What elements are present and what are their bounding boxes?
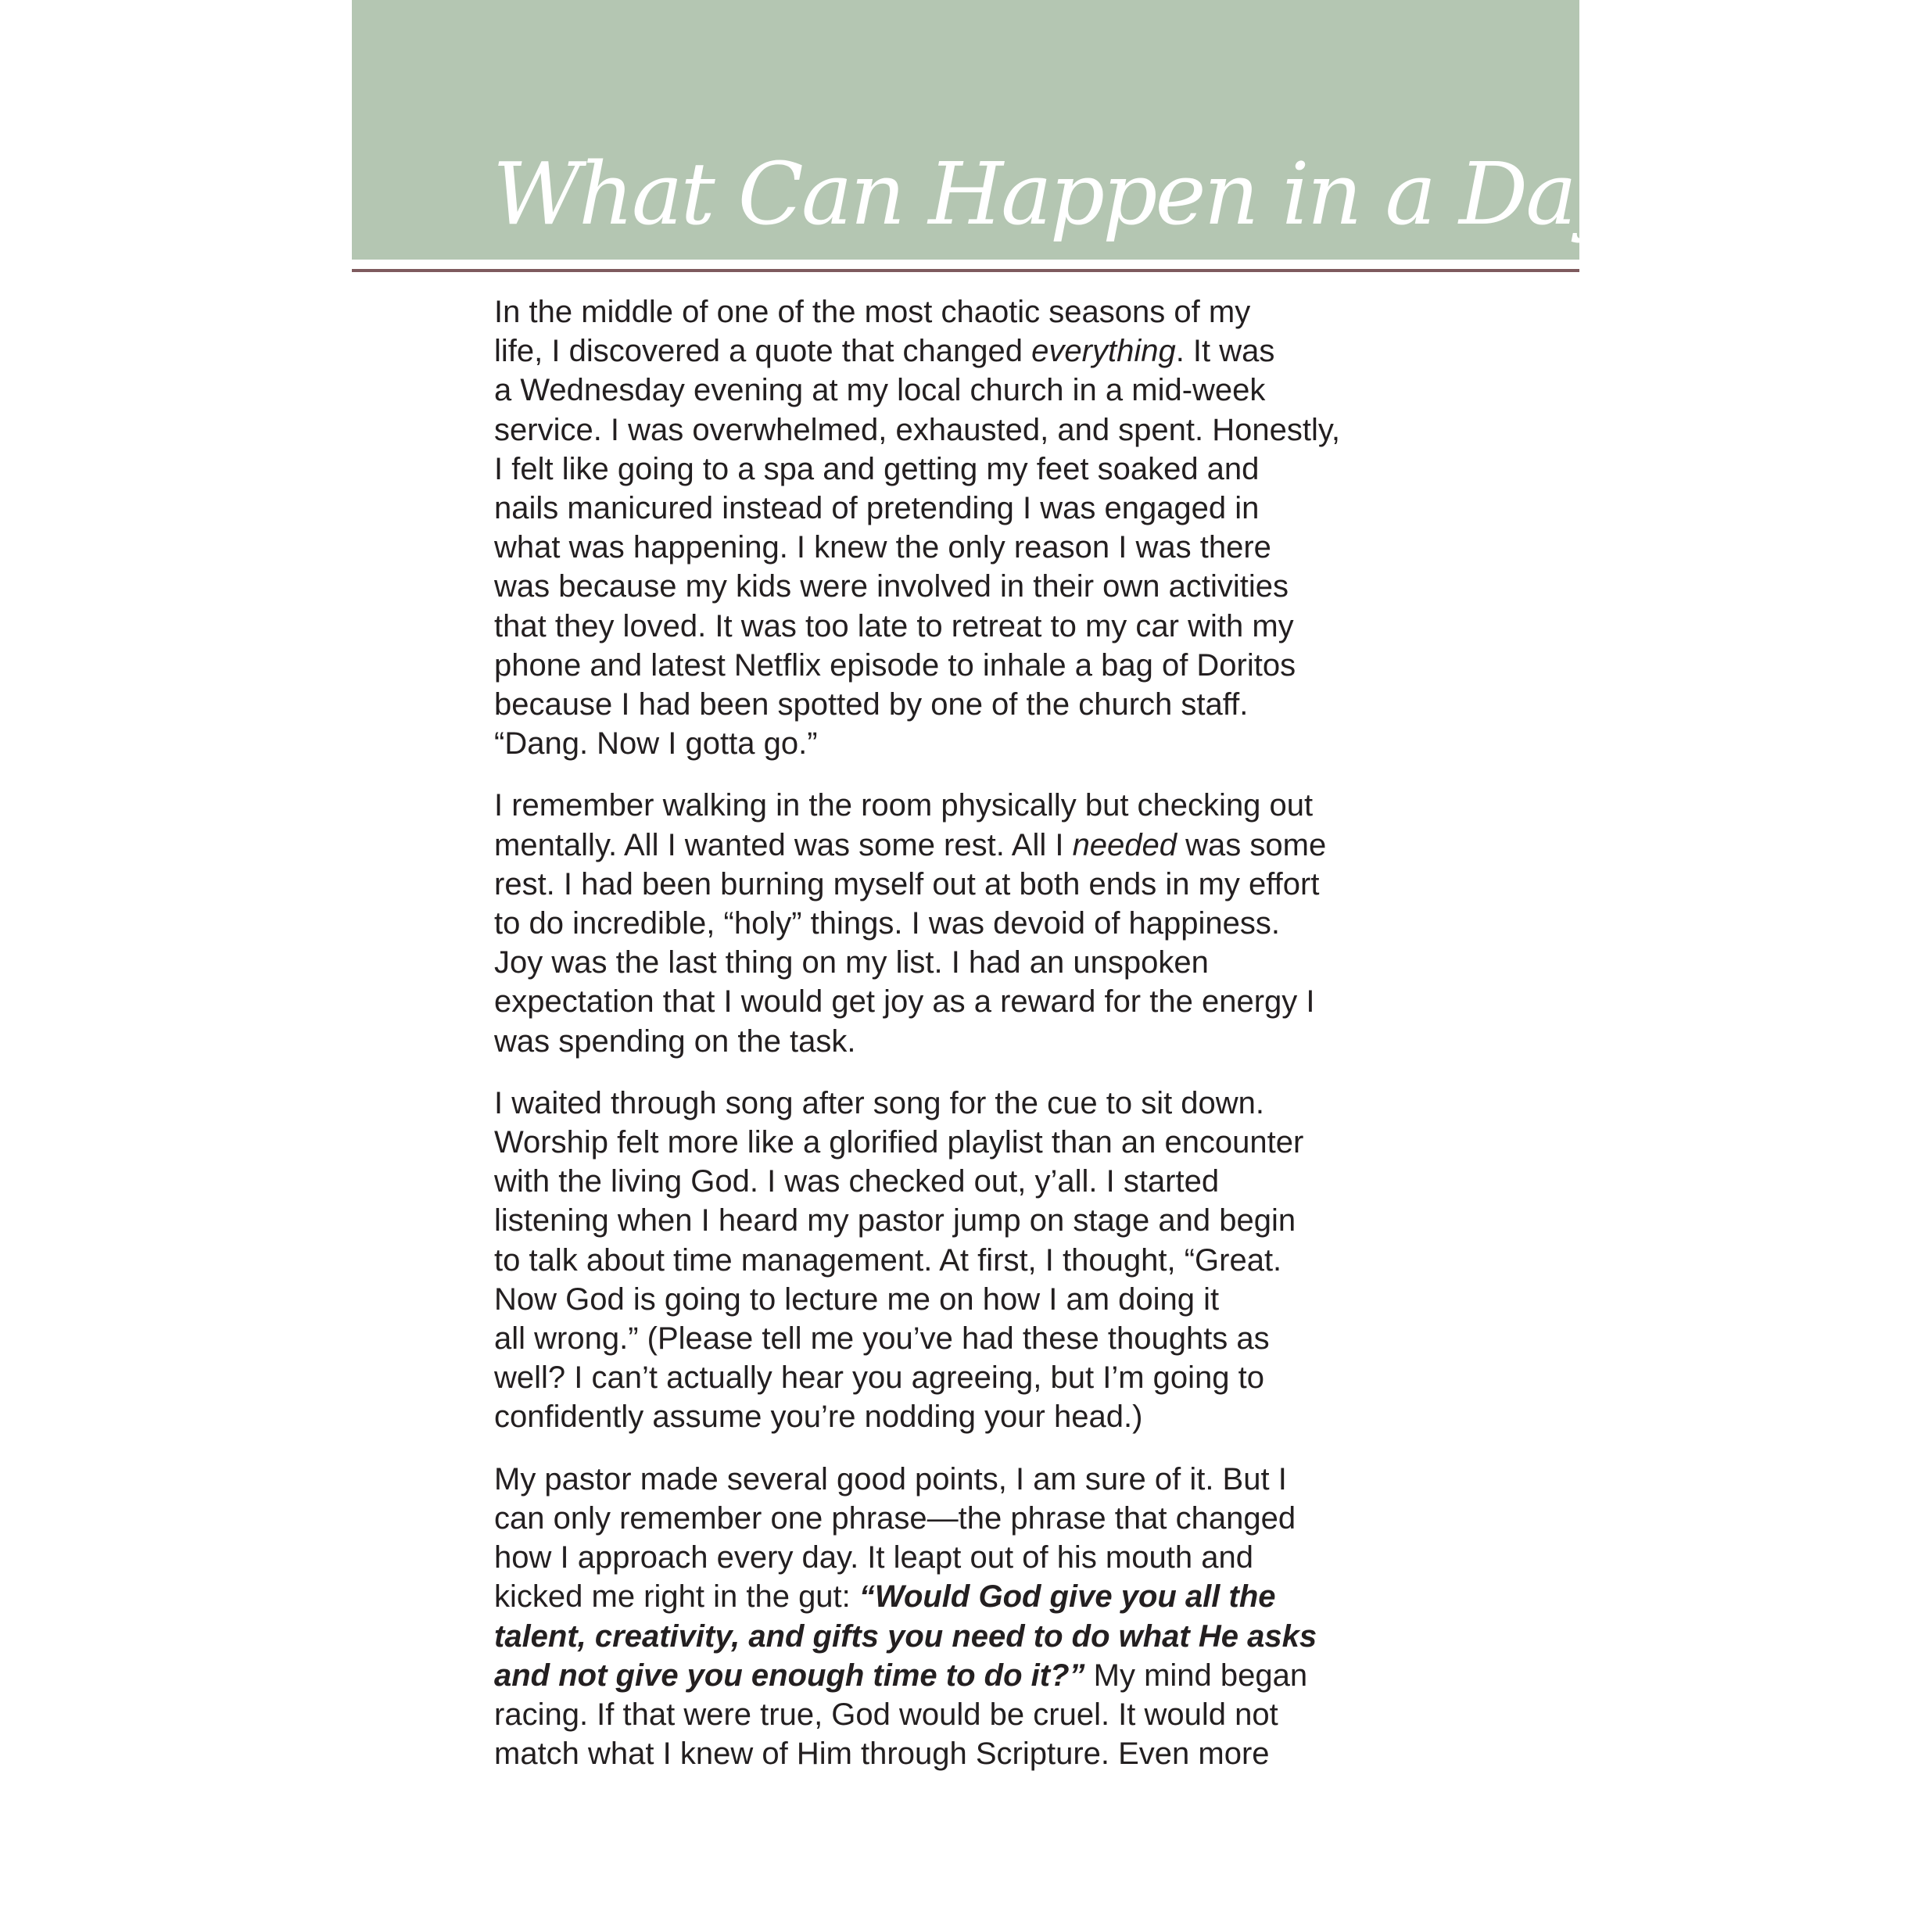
header-divider (352, 269, 1579, 272)
text-line: a Wednesday evening at my local church in a mid-week (494, 373, 1266, 408)
text-line: nails manicured instead of pretending I was engaged in (494, 491, 1260, 526)
text-line: to do incredible, “holy” things. I was devoid of happiness. (494, 906, 1281, 941)
header-band (352, 0, 1621, 260)
text-line: expectation that I would get joy as a reward for the energy I (494, 984, 1315, 1020)
text-run: My mind began (1084, 1658, 1308, 1693)
text-line: all wrong.” (Please tell me you’ve had these thoughts as (494, 1321, 1270, 1357)
text-line: rest. I had been burning myself out at both ends in my effort (494, 866, 1320, 901)
text-line: that they loved. It was too late to retreat to my car with my (494, 608, 1294, 643)
paragraph-4 (494, 1460, 1385, 1774)
text-line: My pastor made several good points, I am sure of it. But I (494, 1461, 1287, 1496)
text-line (494, 826, 1385, 865)
text-line: how I approach every day. It leapt out of his mouth and (494, 1540, 1253, 1575)
pull-quote-text: and not give you enough time to do it?” (494, 1658, 1085, 1693)
text-line (494, 1577, 1385, 1616)
paragraph-3 (494, 1084, 1385, 1437)
text-line: to talk about time management. At first, I thought, “Great. (494, 1242, 1282, 1278)
text-run: . It was (1175, 334, 1275, 369)
text-line: can only remember one phrase—the phrase that changed (494, 1500, 1296, 1536)
text-run: life, I discovered a quote that changed (494, 334, 1032, 369)
text-line: match what I knew of Him through Scripture. Even more (494, 1737, 1270, 1772)
paragraph-1 (494, 292, 1385, 763)
book-page (352, 0, 1621, 1932)
text-line: In the middle of one of the most chaotic seasons of my (494, 295, 1251, 329)
text-run: mentally. All I wanted was some rest. All I (494, 827, 1073, 862)
text-line: because I had been spotted by one of the church staff. (494, 687, 1249, 722)
text-line: what was happening. I knew the only reason I was there (494, 530, 1271, 565)
text-line: service. I was overwhelmed, exhausted, and spent. Honestly, (494, 412, 1341, 447)
emphasis-text: needed (1072, 827, 1177, 862)
text-line: well? I can’t actually hear you agreeing, but I’m going to (494, 1360, 1265, 1396)
text-line: with the living God. I was checked out, y’all. I started (494, 1164, 1220, 1199)
text-run: kicked me right in the gut: (494, 1579, 859, 1615)
text-line: was spending on the task. (494, 1023, 856, 1059)
text-line: phone and latest Netflix episode to inhale a bag of Doritos (494, 647, 1296, 683)
pull-quote-text: talent, creativity, and gifts you need to do what He asks (494, 1618, 1317, 1654)
text-line: was because my kids were involved in their own activities (494, 569, 1289, 604)
text-line: Now God is going to lecture me on how I am doing it (494, 1281, 1220, 1317)
text-line: confidently assume you’re nodding your head.) (494, 1400, 1143, 1435)
text-run: was some (1177, 827, 1327, 862)
pull-quote-text: “Would God give you all the (858, 1579, 1276, 1615)
text-line: Joy was the last thing on my list. I had an unspoken (494, 945, 1209, 980)
text-line (494, 1656, 1385, 1695)
text-line: I remember walking in the room physically but checking out (494, 788, 1314, 823)
text-line: I felt like going to a spa and getting my feet soaked and (494, 451, 1260, 486)
text-line: I waited through song after song for the cue to sit down. (494, 1085, 1265, 1120)
text-line (494, 332, 1385, 371)
text-line: listening when I heard my pastor jump on stage and begin (494, 1203, 1296, 1238)
text-line: Worship felt more like a glorified playlist than an encounter (494, 1125, 1304, 1160)
chapter-body (494, 292, 1385, 1796)
text-line (494, 1617, 1385, 1656)
paragraph-2 (494, 786, 1385, 1060)
chapter-title: What Can Happen in a Day (493, 144, 1621, 244)
text-line: racing. If that were true, God would be cruel. It would not (494, 1697, 1278, 1732)
emphasis-text: everything (1031, 334, 1176, 369)
text-line: “Dang. Now I gotta go.” (494, 726, 818, 762)
